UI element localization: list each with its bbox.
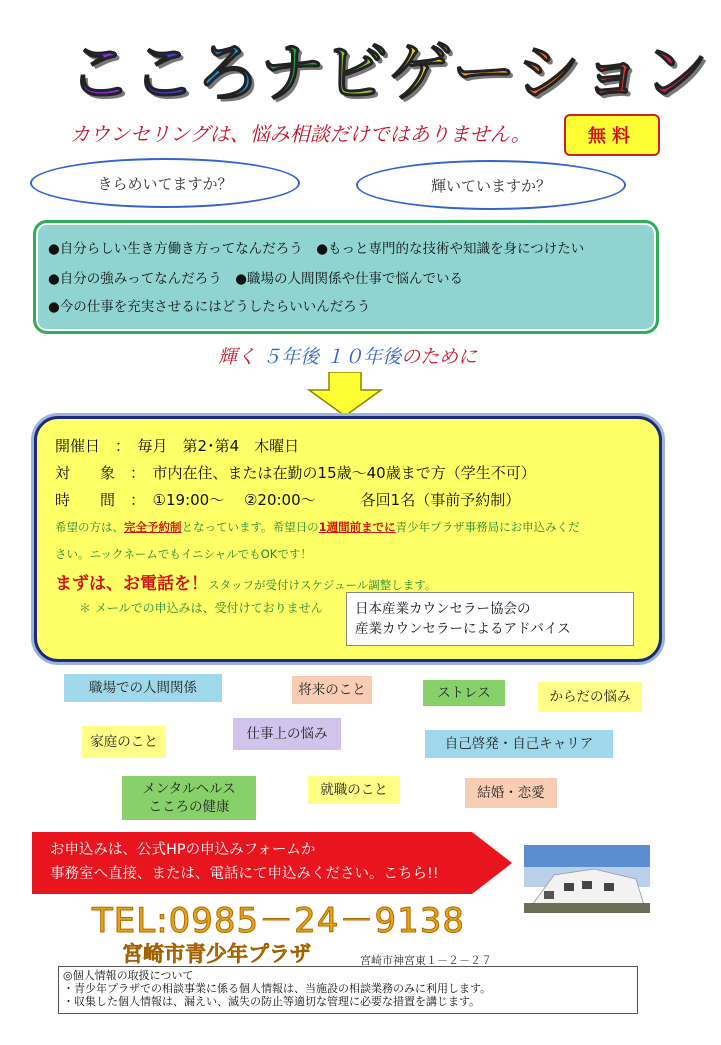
topic-future: 将来のこと — [292, 676, 372, 704]
topic-line: メンタルヘルス — [142, 781, 236, 797]
schedule-target: 対 象 ： 市内在住、または在勤の15歳～40歳まで方（学生不可） — [55, 464, 536, 482]
topic-stress: ストレス — [423, 680, 505, 706]
bubble-right: 輝いていますか？ — [356, 160, 626, 210]
call-sub: スタッフが受付けスケジュール調整します。 — [208, 578, 437, 592]
apply-text[interactable] — [50, 838, 439, 886]
call-main: まずは、お電話を！ — [55, 574, 208, 594]
topic-self-development: 自己啓発・自己キャリア — [425, 730, 613, 758]
note-text: となっています。希望日の — [181, 520, 319, 534]
tagline-part: 輝く — [218, 346, 257, 368]
question-line: ●自分らしい生き方働き方ってなんだろう ●もっと専門的な技術や知識を身につけたい — [48, 241, 585, 257]
target-value: 市内在住、または在勤の15歳～40歳まで方（学生不可） — [152, 464, 536, 482]
note-text: 青少年プラザ事務局にお申込みくだ — [395, 520, 580, 534]
mail-note: ＊ メールでの申込みは、受付けておりません — [79, 601, 323, 615]
privacy-line: ・収集した個人情報は、漏えい、滅失の防止等適切な管理に必要な措置を講じます。 — [63, 995, 481, 1008]
target-label: 対 象 — [55, 464, 116, 482]
tagline-part: １０年後 — [325, 346, 402, 368]
title-char: ナ — [260, 37, 324, 111]
note-emphasis: 1週間前までに — [318, 520, 396, 534]
title-char: ビ — [324, 37, 388, 111]
building-photo — [524, 845, 650, 913]
apply-line: お申込みは、公式HPの申込みフォームか — [50, 842, 316, 858]
date-label: 開催日 — [55, 437, 101, 455]
note-emphasis: 完全予約制 — [124, 520, 182, 534]
schedule-date: 開催日 ： 毎月 第2･第4 木曜日 — [55, 437, 300, 455]
apply-line: 事務室へ直接、または、電話にて申込みください。こちら!! — [50, 866, 439, 882]
time-value: ①19:00～ ②20:00～ 各回1名（事前予約制） — [152, 491, 521, 509]
subtitle: カウンセリングは、悩み相談だけではありません。 — [70, 122, 531, 146]
topic-line: こころの健康 — [148, 799, 230, 815]
title-char: ろ — [196, 37, 260, 111]
down-arrow-icon — [305, 372, 385, 418]
advice-box — [346, 592, 634, 646]
schedule-note-2: さい。ニックネームでもイニシャルでもOKです！ — [55, 547, 312, 561]
title-char: こ — [132, 37, 196, 111]
organization-address: 宮崎市神宮東１－２－２７ — [360, 954, 492, 967]
privacy-line: ◎個人情報の取扱について — [63, 969, 194, 982]
privacy-line: ・青少年プラザでの相談事業に係る個人情報は、当施設の相談業務のみに利用します。 — [63, 982, 492, 995]
topic-marriage: 結婚・恋愛 — [465, 778, 557, 808]
schedule-time: 時 間 ： ①19:00～ ②20:00～ 各回1名（事前予約制） — [55, 491, 521, 509]
advice-line: 日本産業カウンセラー協会の — [355, 601, 531, 617]
title-char: ョ — [580, 37, 644, 111]
question-line: ●自分の強みってなんだろう ●職場の人間関係や仕事で悩んでいる — [48, 271, 464, 287]
free-badge: 無料 — [564, 114, 660, 156]
topic-family: 家庭のこと — [82, 726, 166, 758]
topic-employment: 就職のこと — [308, 776, 400, 804]
questions-box — [33, 220, 659, 334]
topic-workplace-relations: 職場での人間関係 — [64, 674, 222, 702]
bubble-left: きらめいてますか？ — [30, 158, 300, 208]
title-char: シ — [516, 37, 580, 111]
question-line: ●今の仕事を充実させるにはどうしたらいいんだろう — [48, 299, 371, 315]
topic-work-worries: 仕事上の悩み — [233, 718, 341, 750]
call-line — [55, 569, 436, 594]
topic-mental-health — [122, 776, 256, 820]
title-char: ゲ — [388, 37, 452, 111]
tagline-part: のために — [401, 346, 478, 368]
advice-line: 産業カウンセラーによるアドバイス — [355, 621, 571, 637]
time-label: 時 間 — [55, 491, 116, 509]
title-char: こ — [68, 37, 132, 111]
date-value: 毎月 第2･第4 木曜日 — [137, 437, 300, 455]
note-text: 希望の方は、 — [55, 520, 124, 534]
schedule-note — [55, 519, 580, 535]
page-title — [68, 36, 708, 116]
tagline — [218, 342, 477, 369]
tagline-part: ５年後 — [262, 346, 320, 368]
privacy-notice — [58, 966, 638, 1014]
title-char: ン — [644, 37, 708, 111]
title-char: ー — [452, 37, 516, 111]
organization-name: 宮崎市青少年プラザ — [122, 942, 311, 966]
telephone-number[interactable]: TEL:0985－24－9138 — [92, 901, 465, 941]
topic-body: からだの悩み — [538, 682, 642, 712]
